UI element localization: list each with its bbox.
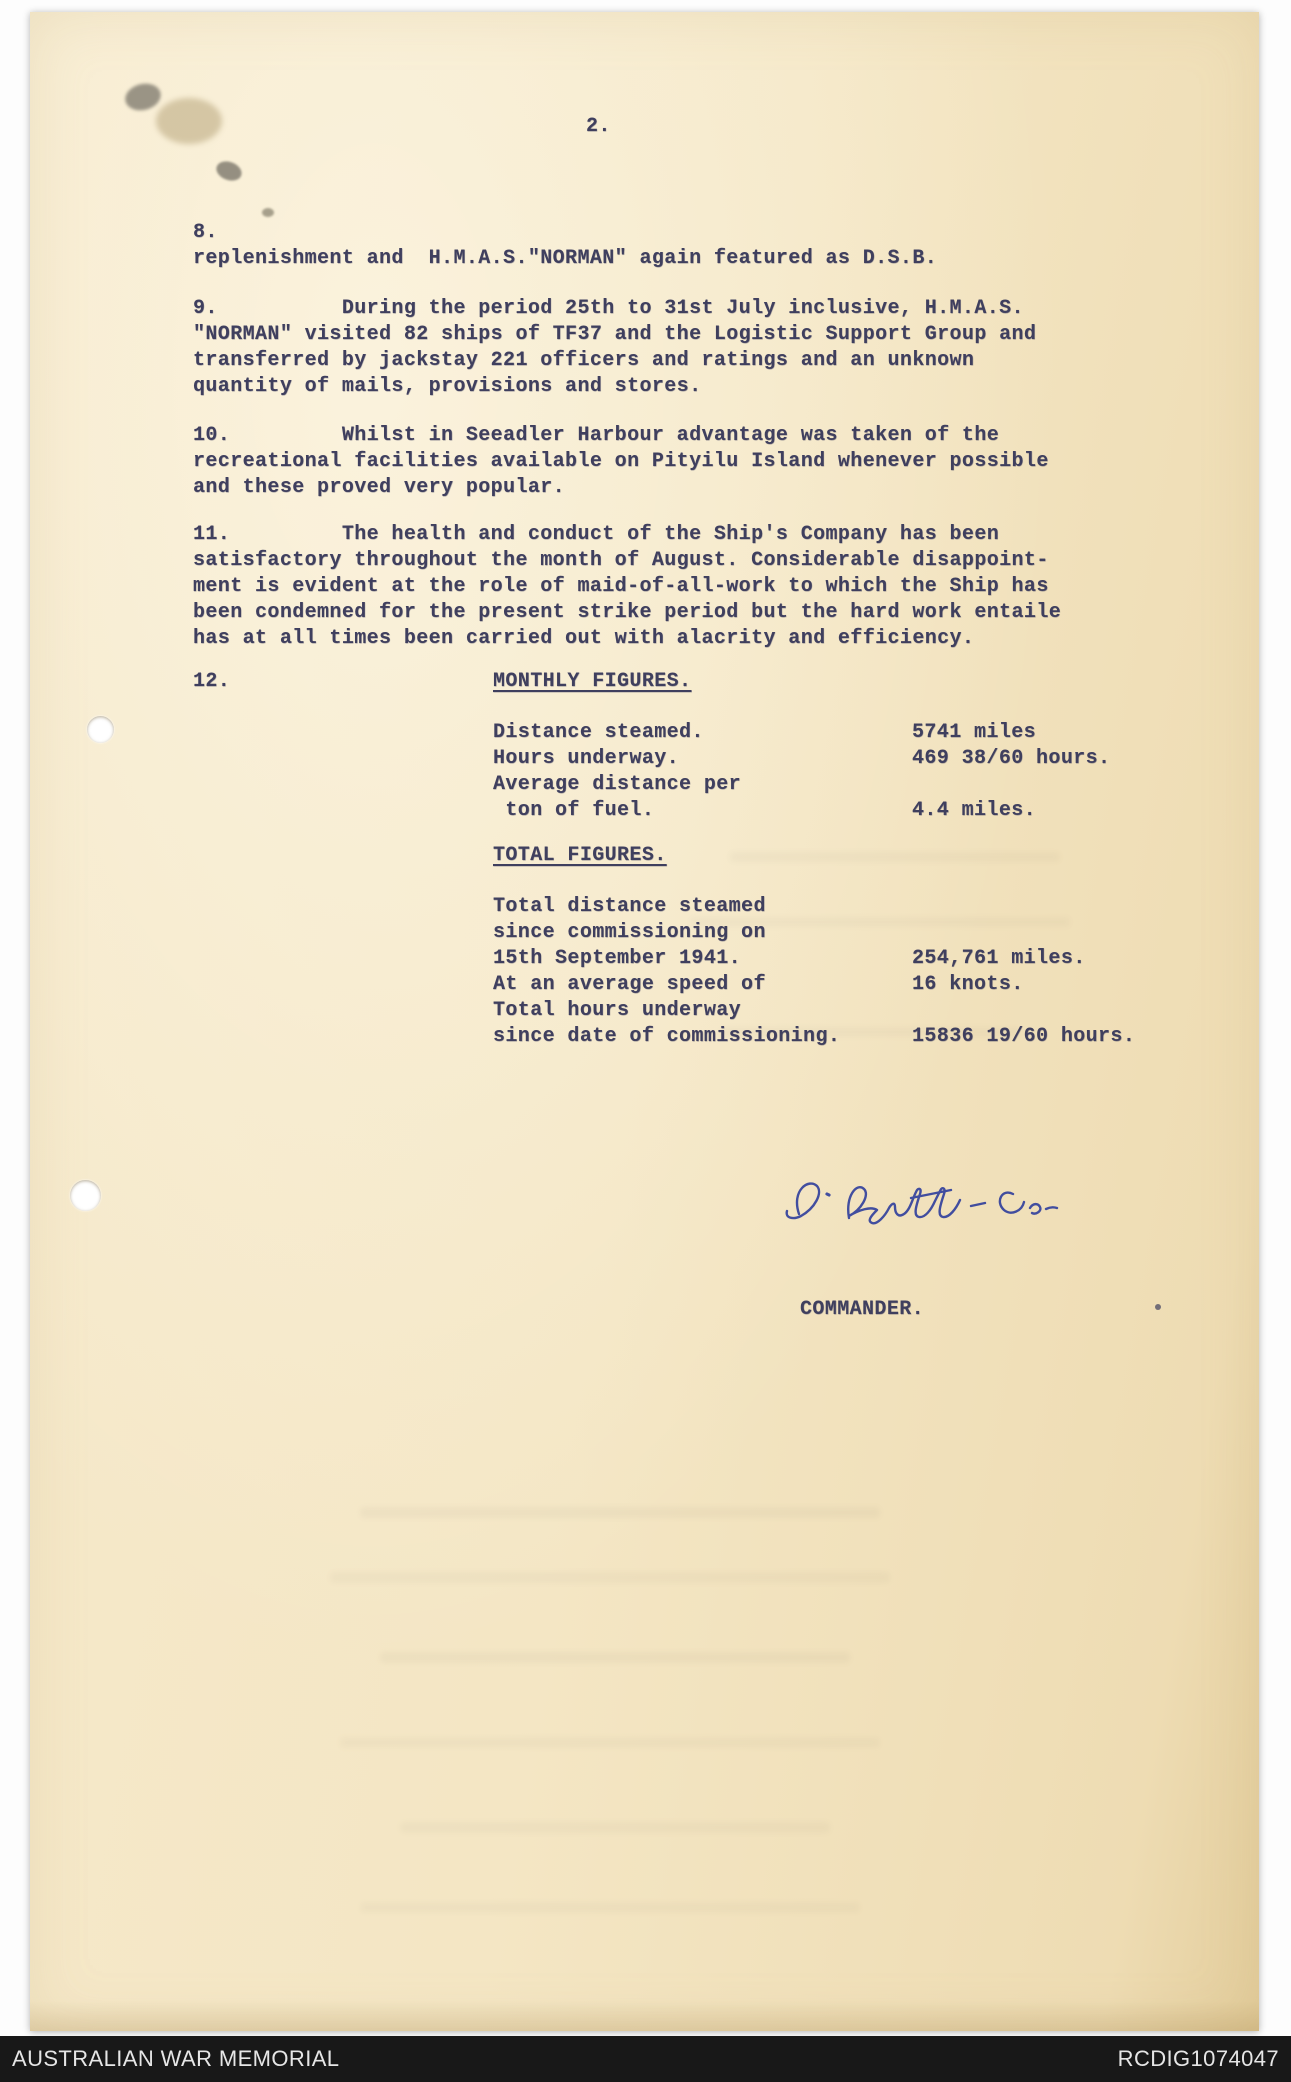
document-page <box>30 12 1259 2031</box>
figure-row <box>493 972 1135 998</box>
figure-label: ton of fuel. <box>493 799 655 822</box>
figure-row <box>493 998 1135 1024</box>
paragraph-11 <box>193 522 1061 652</box>
text-line: 8. <box>193 221 218 244</box>
figure-label: Total distance steamed <box>493 895 766 918</box>
paper-stain <box>262 208 274 217</box>
figure-value: 469 38/60 hours. <box>912 747 1111 770</box>
commander-label: COMMANDER. <box>800 1298 925 1321</box>
text-line: quantity of mails, provisions and stores. <box>193 375 702 398</box>
text-line: 9. During the period 25th to 31st July inclusive, H.M.A.S. <box>193 297 1024 320</box>
figure-value: 4.4 miles. <box>912 799 1037 822</box>
item-12-number: 12. <box>193 670 231 693</box>
text-line: satisfactory throughout the month of August. Considerable disappoint- <box>193 549 1049 572</box>
paragraph-8 <box>193 220 937 272</box>
figure-label: Hours underway. <box>493 747 680 770</box>
figure-row <box>493 720 1110 746</box>
total-figures-table <box>493 894 1135 1050</box>
punch-hole-top <box>87 716 114 743</box>
figure-row <box>493 946 1135 972</box>
text-line: ment is evident at the role of maid-of-all-work to which the Ship has <box>193 575 1049 598</box>
figure-label: Average distance per <box>493 773 742 796</box>
figure-row <box>493 798 1110 824</box>
figure-label: 15th September 1941. <box>493 947 742 970</box>
text-line: 11. The health and conduct of the Ship's Company has been <box>193 523 1000 546</box>
total-figures-heading: TOTAL FIGURES. <box>493 844 667 867</box>
signature-ink <box>765 1170 1060 1252</box>
figure-label: Total hours underway <box>493 999 742 1022</box>
figure-row <box>493 894 1135 920</box>
text-line: has at all times been carried out with alacrity and efficiency. <box>193 627 975 650</box>
paper-stain <box>214 158 245 184</box>
footer-bar <box>0 2036 1291 2082</box>
figure-label: At an average speed of <box>493 973 766 996</box>
commander-signature <box>765 1170 1060 1257</box>
catalog-number: RCDIG1074047 <box>1117 2046 1279 2071</box>
archive-name: AUSTRALIAN WAR MEMORIAL <box>12 2046 340 2071</box>
figure-row <box>493 746 1110 772</box>
figure-label: since date of commissioning. <box>493 1025 841 1048</box>
text-line: "NORMAN" visited 82 ships of TF37 and the Logistic Support Group and <box>193 323 1037 346</box>
figure-row <box>493 1024 1135 1050</box>
page-number: 2. <box>586 115 611 138</box>
ink-speck <box>1155 1304 1161 1310</box>
figure-value: 5741 miles <box>912 721 1037 744</box>
figure-label: Distance steamed. <box>493 721 704 744</box>
text-line: transferred by jackstay 221 officers and ratings and an unknown <box>193 349 975 372</box>
text-line: recreational facilities available on Pityilu Island whenever possible <box>193 450 1049 473</box>
paper-stain <box>156 98 222 144</box>
monthly-figures-table <box>493 720 1110 824</box>
paragraph-9 <box>193 296 1036 400</box>
punch-hole-bottom <box>70 1180 101 1211</box>
figure-label: since commissioning on <box>493 921 766 944</box>
paper-stain <box>122 80 163 114</box>
paragraph-10 <box>193 423 1049 501</box>
text-line: been condemned for the present strike period but the hard work entaile <box>193 601 1062 624</box>
figure-value: 254,761 miles. <box>912 947 1086 970</box>
figure-value: 16 knots. <box>912 973 1024 996</box>
text-line: and these proved very popular. <box>193 476 566 499</box>
figure-value: 15836 19/60 hours. <box>912 1025 1136 1048</box>
figure-row <box>493 920 1135 946</box>
text-line: 10. Whilst in Seeadler Harbour advantage was taken of the <box>193 424 1000 447</box>
figure-row <box>493 772 1110 798</box>
text-line: replenishment and H.M.A.S."NORMAN" again featured as D.S.B. <box>193 247 938 270</box>
monthly-figures-heading: MONTHLY FIGURES. <box>493 670 692 693</box>
